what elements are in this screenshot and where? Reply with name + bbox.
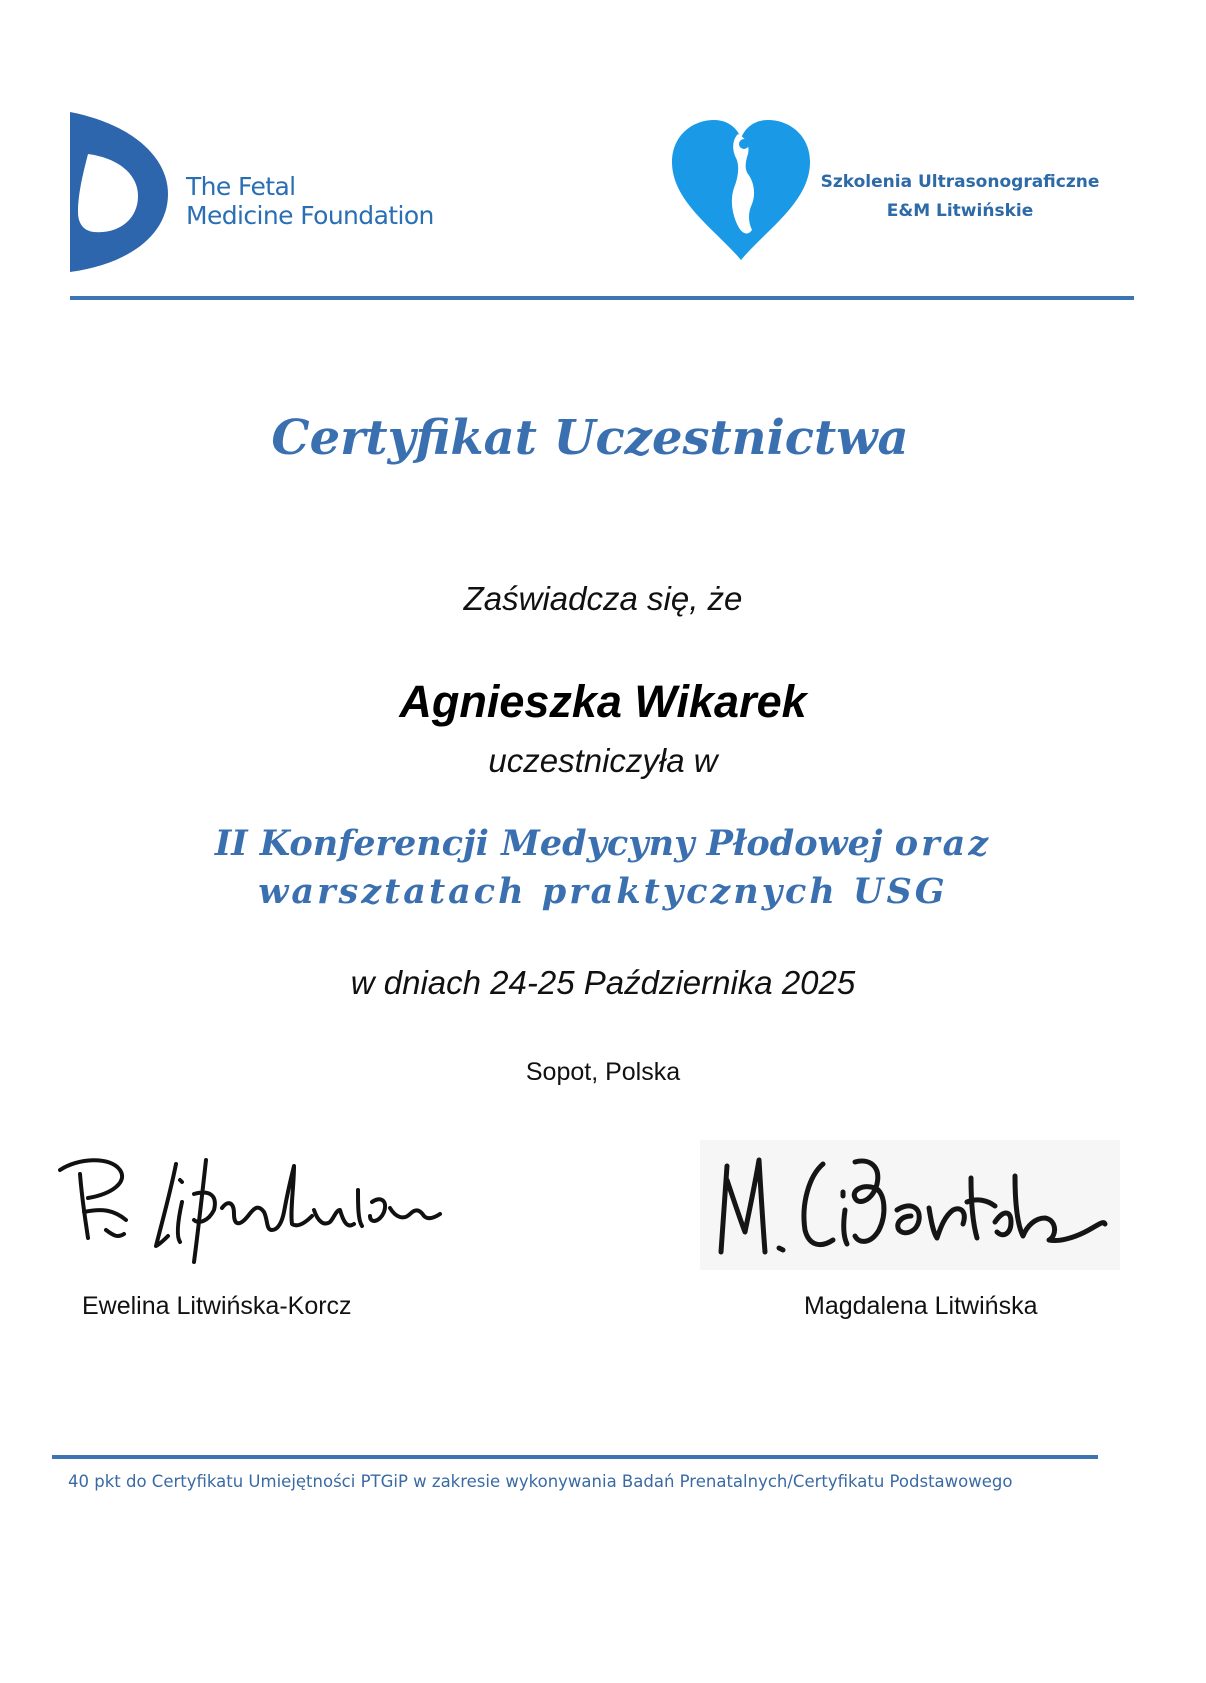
fmf-name [186, 172, 434, 230]
school-name [820, 168, 1100, 226]
left-signer-name: Ewelina Litwińska-Korcz [82, 1292, 352, 1320]
event-title-main: II Konferencji Medycyny Płodowej [214, 823, 883, 864]
event-title [0, 820, 1206, 916]
right-signer-name: Magdalena Litwińska [804, 1292, 1038, 1320]
footer-note: 40 pkt do Certyfikatu Umiejętności PTGiP w zakresie wykonywania Badań Prenatalnych/Certyfikatu Podstawowego [68, 1472, 1013, 1491]
event-dates: w dniach 24-25 Października 2025 [350, 964, 856, 1001]
footer-divider [52, 1455, 1098, 1459]
right-signature-image [705, 1140, 1115, 1270]
left-signature-image [58, 1150, 478, 1270]
event-title-line2: warsztatach praktycznych USG [258, 871, 948, 912]
school-name-line1: Szkolenia Ultrasonograficzne [820, 172, 1100, 192]
participation-text: uczestniczyła w [488, 742, 718, 779]
fetal-medicine-foundation-logo-icon [70, 112, 170, 272]
event-place: Sopot, Polska [525, 1058, 681, 1086]
fmf-name-line1: The Fetal [186, 172, 296, 201]
school-name-line2: E&M Litwińskie [886, 201, 1034, 221]
event-title-conjunction: oraz [894, 823, 992, 864]
header-divider [70, 296, 1134, 300]
certificate-title: Certyfikat Uczestnictwa [271, 410, 909, 466]
heart-mother-logo-icon [668, 118, 814, 264]
attest-text: Zaświadcza się, że [463, 580, 743, 617]
participant-name: Agnieszka Wikarek [399, 676, 807, 727]
fmf-name-line2: Medicine Foundation [186, 201, 434, 230]
